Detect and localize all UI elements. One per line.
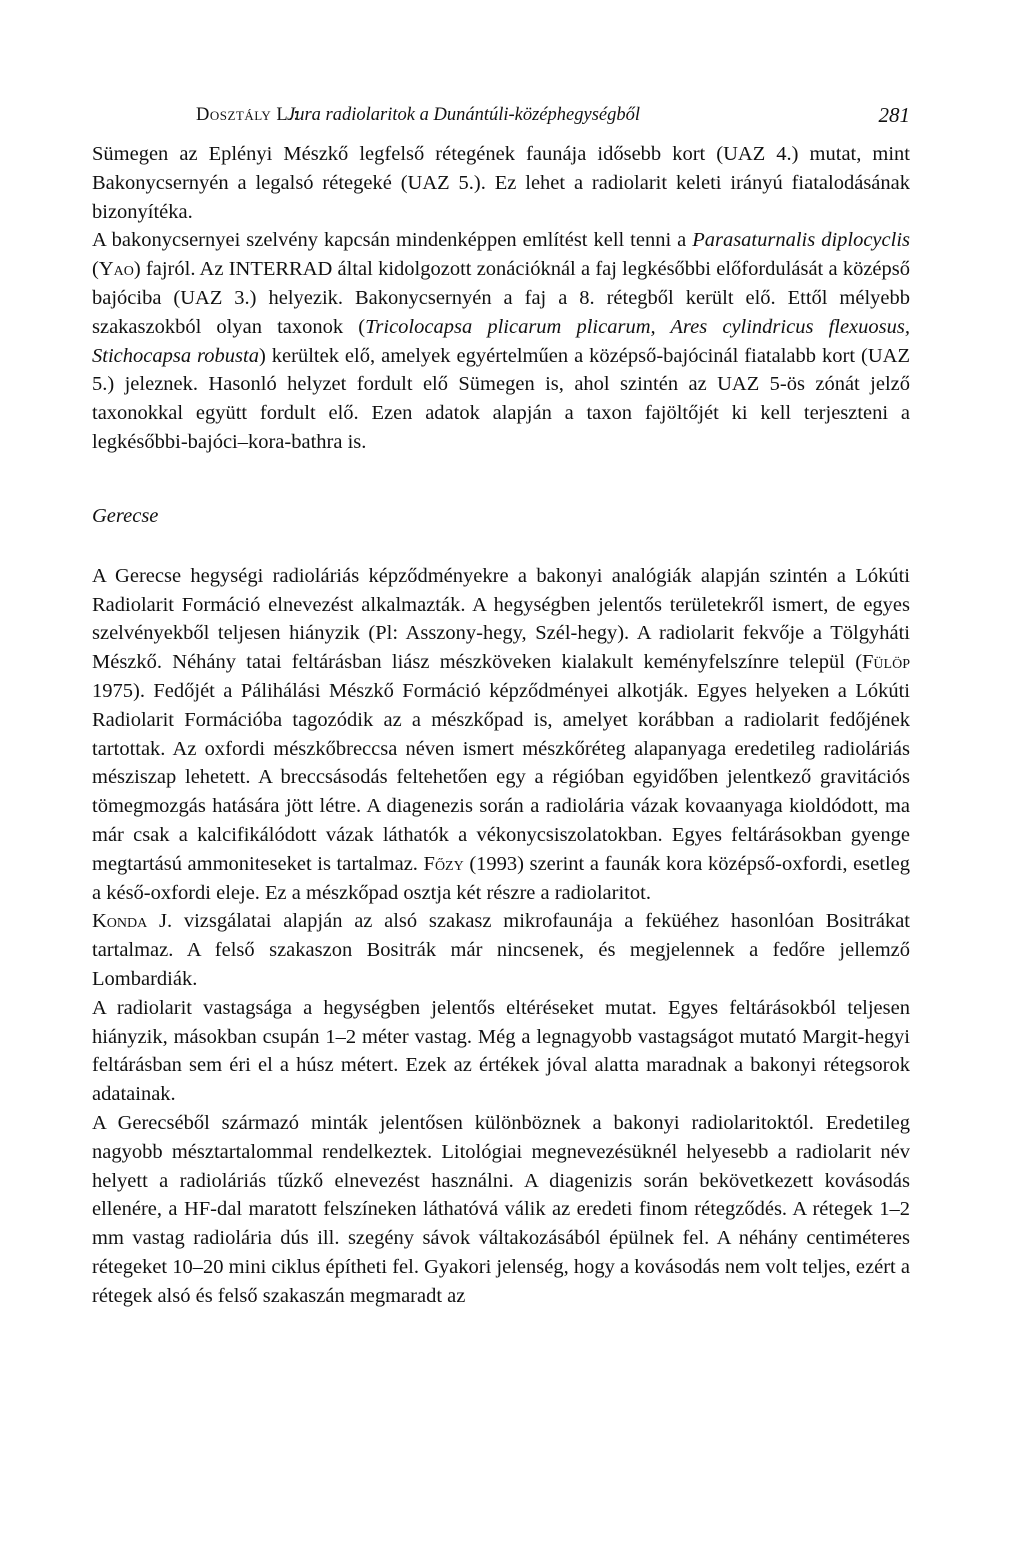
species-list: Tricolocapsa plicarum plicarum, Ares cylindricus flexuosus, Stichocapsa robusta bbox=[92, 315, 910, 367]
author-name: Konda bbox=[92, 910, 148, 933]
header-author: Dosztály L.: bbox=[196, 105, 299, 125]
paragraph: A Gerecse hegységi radioláriás képződményekre a bakonyi analógiák alapján szintén a Lókúti Radiolarit Formáció elnevezést alkalmazták. A hegységben jelentős területekről ismert, de egyes szelvényekből teljesen hiányzik (Pl: Asszony-hegy, Szél-hegy). A radiolarit fekvője a Tölgyháti Mészkő. Néhány tatai feltárásban liász mészköveken kialakult keményfelszínre települ (Fülöp 1975). Fedőjét a Pálihálási Mészkő Formáció képződményei alkotják. Egyes helyeken a Lókúti Radiolarit Formációba tagozódik az a mészkőpad is, amelyet korábban a radiolarit fedőjének tartottak. Az oxfordi mészkőbreccsa néven ismert mészkőréteg alapanyaga eredetileg radioláriás mésziszap lehetett. A breccsásodás feltehetően egy a régióban egyidőben jelentkező gravitációs tömegmozgás hatására jött létre. A diagenezis során a radiolária vázak kovaanyaga kioldódott, ma már csak a kalcifikálódott vázak láthatók a vékonycsiszolatokban. Egyes feltárásokban gyenge megtartású ammoniteseket is tartalmaz. Főzy (1993) szerint a faunák kora középső-oxfordi, esetleg a késő-oxfordi eleje. Ez a mészkőpad osztja két részre a radiolaritot. bbox=[92, 564, 910, 904]
section-heading: Gerecse bbox=[92, 504, 159, 527]
paragraph: A bakonycsernyei szelvény kapcsán mindenképpen említést kell tenni a Parasaturnalis diplocyclis (Yao) fajról. Az INTERRAD által kidolgozott zonációknál a faj legkésőbbi előfordulását a középső bajóciba (UAZ 3.) helyezik. Bakonycsernyén a faj a 8. rétegből került elő. Ettől mélyebb szakaszokból olyan taxonok (Tricolocapsa plicarum plicarum, Ares cylindricus flexuosus, Stichocapsa robusta) kerültek elő, amelyek egyértelműen a középső-bajócinál fiatalabb kort (UAZ 5.) jeleznek. Hasonló helyzet fordult elő Sümegen is, ahol szintén az UAZ 5-ös zónát jelző taxonokkal együtt fordult elő. Ezen adatok alapján a taxon fajöltőjét ki kell terjeszteni a legkésőbbi-bajóci–kora-bathra is. bbox=[92, 229, 910, 453]
paragraph: A Gerecséből származó minták jelentősen különböznek a bakonyi radiolaritoktól. Eredetileg nagyobb mésztartalommal rendelkeztek. Litológiai megnevezésüknél helyesebb a radiolarit név helyett a radioláriás tűzkő elnevezést használni. A diagenizis során bekövetkezett kovásodás ellenére, a HF-dal maratott felszíneken láthatóvá válik az eredeti finom rétegződés. A rétegek 1–2 mm vastag radiolária dús ill. szegény sávok váltakozásából épülnek fel. A néhány centiméteres rétegeket 10–20 mini ciklus építheti fel. Gyakori jelenség, hogy a kovásodás nem volt teljes, ezért a rétegek alsó és felső szakaszán megmaradt az bbox=[92, 1111, 910, 1307]
paragraph: Sümegen az Eplényi Mészkő legfelső rétegének faunája idősebb kort (UAZ 4.) mutat, mint Bakonycsernyén a legalsó rétegeké (UAZ 5.). Ez lehet a radiolarit keleti irányú fiatalodásának bizonyítéka. bbox=[92, 143, 910, 223]
page-number: 281 bbox=[878, 103, 910, 127]
author-name: Fülöp bbox=[862, 651, 910, 674]
paragraph: A radiolarit vastagsága a hegységben jelentős eltéréseket mutat. Egyes feltárásokból teljesen hiányzik, másokban csupán 1–2 méter vastag. Még a legnagyobb vastagságot mutató Margit-hegyi feltárásban sem éri el a húsz métert. Ezek az értékek jóval alatta maradnak a bakonyi rétegsorok adatainak. bbox=[92, 996, 910, 1106]
paragraph: Konda J. vizsgálatai alapján az alsó szakasz mikrofaunája a feküéhez hasonlóan Bositrákat tartalmaz. A felső szakaszon Bositrák már nincsenek, és megjelennek a fedőre jellemző Lombardiák. bbox=[92, 910, 910, 990]
running-header bbox=[92, 98, 910, 132]
header-title: Jura radiolaritok a Dunántúli-középhegységből bbox=[287, 105, 640, 125]
author-name: Főzy bbox=[423, 852, 464, 875]
body-text bbox=[92, 140, 910, 1310]
author-name: Yao bbox=[98, 258, 134, 281]
species-name: Parasaturnalis diplocyclis bbox=[692, 229, 910, 252]
page bbox=[92, 98, 910, 1310]
